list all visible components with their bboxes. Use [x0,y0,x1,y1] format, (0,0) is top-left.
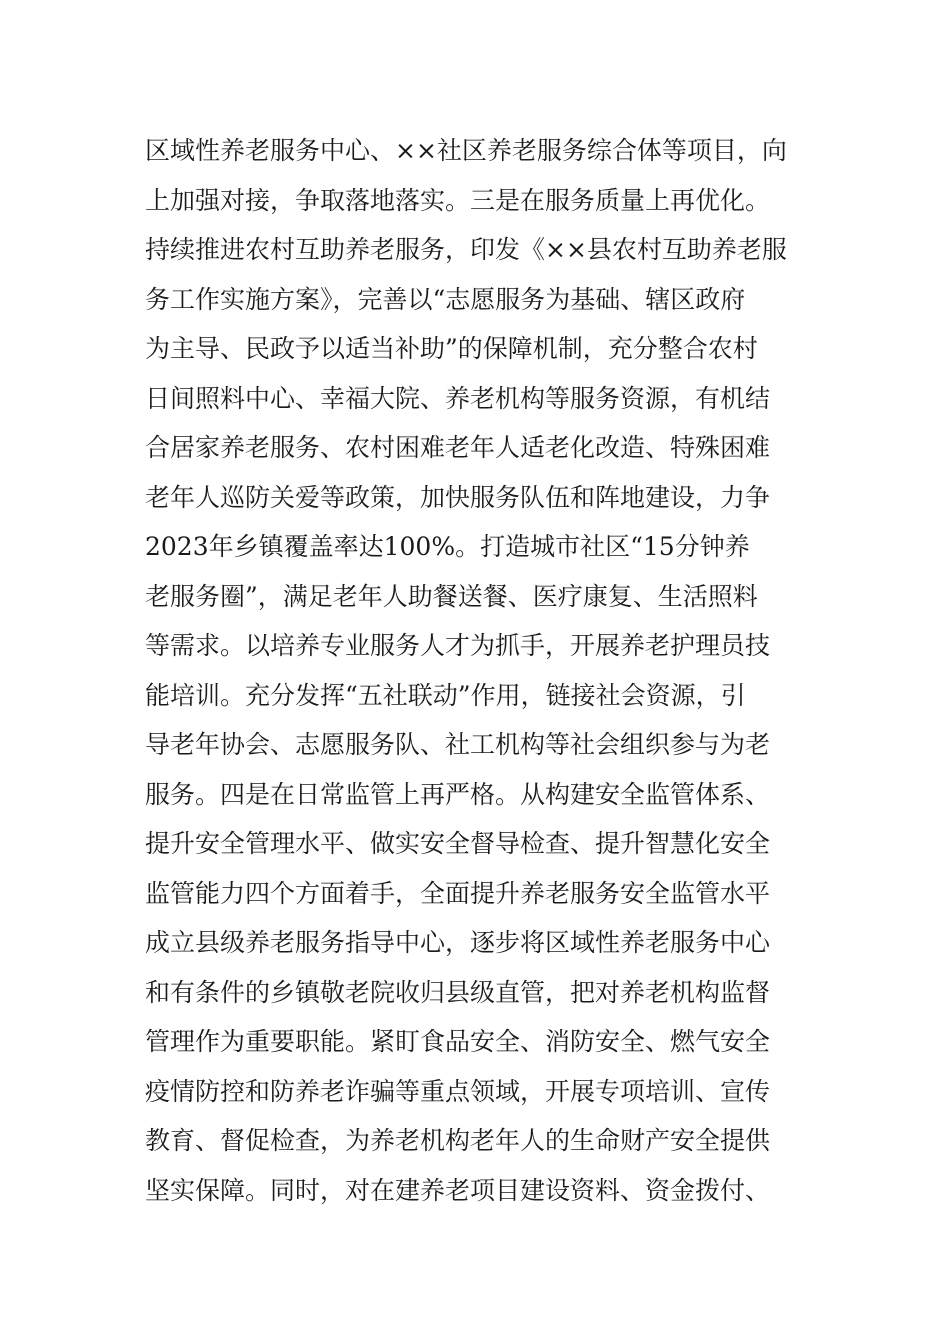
text-line: 监管能力四个方面着手，全面提升养老服务安全监管水平 [145,878,771,908]
text-line: 疫情防控和防养老诈骗等重点领域，开展专项培训、宣传 [145,1076,771,1106]
text-line: 坚实保障。同时，对在建养老项目建设资料、资金拨付、 [145,1175,771,1205]
text-line: 管理作为重要职能。紧盯食品安全、消防安全、燃气安全 [145,1027,771,1056]
text-line: 老年人巡防关爱等政策，加快服务队伍和阵地建设，力争 [145,482,771,512]
text-line: 老服务圈”，满足老年人助餐送餐、医疗康复、生活照料 [145,581,758,611]
text-line: 上加强对接，争取落地落实。三是在服务质量上再优化。 [145,185,771,215]
text-line: 服务。四是在日常监管上再严格。从构建安全监管体系、 [145,779,771,809]
text-line: 日间照料中心、幸福大院、养老机构等服务资源，有机结 [145,383,771,413]
text-line: 和有条件的乡镇敬老院收归县级直管，把对养老机构监督 [145,977,771,1007]
text-line: 教育、督促检查，为养老机构老年人的生命财产安全提供 [145,1126,771,1155]
text-line: 区域性养老服务中心、××社区养老服务综合体等项目，向 [145,136,787,165]
text-line: 提升安全管理水平、做实安全督导检查、提升智慧化安全 [145,829,771,858]
text-line: 合居家养老服务、农村困难老年人适老化改造、特殊困难 [145,433,771,462]
text-line: 为主导、民政予以适当补助”的保障机制，充分整合农村 [145,334,758,363]
body-text [145,126,815,1215]
text-line: 2023年乡镇覆盖率达100%。打造城市社区“15分钟养 [145,532,750,561]
text-line: 务工作实施方案》，完善以“志愿服务为基础、辖区政府 [145,284,746,314]
text-line: 持续推进农村互助养老服务，印发《××县农村互助养老服 [145,235,787,264]
text-line: 成立县级养老服务指导中心，逐步将区域性养老服务中心 [145,928,771,957]
text-line: 能培训。充分发挥“五社联动”作用，链接社会资源，引 [145,680,746,710]
text-line: 等需求。以培养专业服务人才为抓手，开展养老护理员技 [145,631,771,660]
text-line: 导老年协会、志愿服务队、社工机构等社会组织参与为老 [145,730,771,759]
